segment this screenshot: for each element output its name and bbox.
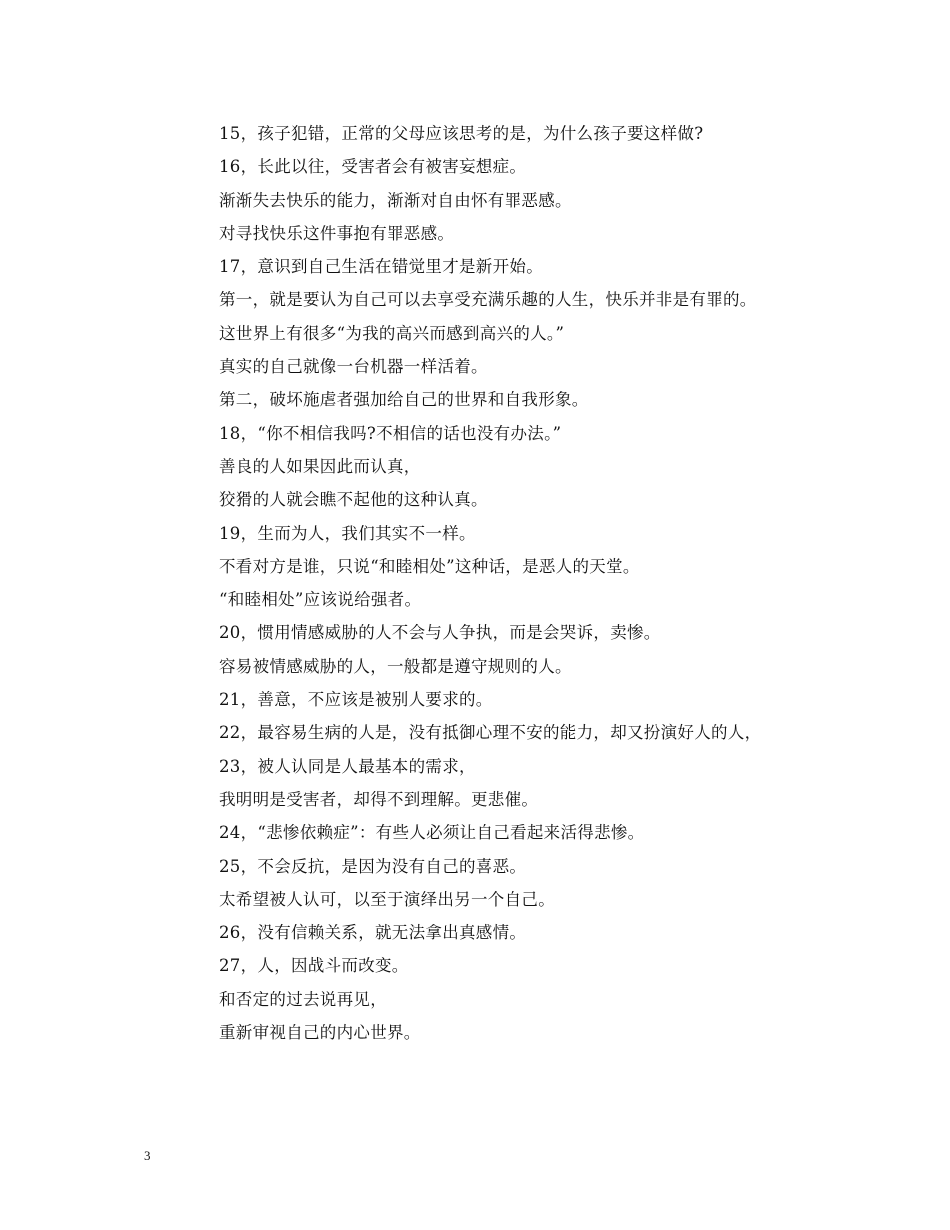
text-line: 27，人，因战斗而改变。 <box>219 956 409 976</box>
text-line: 23，被人认同是人最基本的需求， <box>219 756 476 776</box>
text-line: 这世界上有很多“为我的高兴而感到高兴的人。” <box>219 323 565 343</box>
text-line: 17，意识到自己生活在错觉里才是新开始。 <box>219 257 543 277</box>
text-line: 21，善意，不应该是被别人要求的。 <box>219 690 493 710</box>
text-line: 15，孩子犯错，正常的父母应该思考的是，为什么孩子要这样做? <box>219 124 704 143</box>
text-line: 我明明是受害者，却得不到理解。更悲催。 <box>219 789 539 809</box>
text-line: 和否定的过去说再见， <box>219 989 387 1009</box>
text-line: 20，惯用情感威胁的人不会与人争执，而是会哭诉，卖惨。 <box>219 623 661 643</box>
text-line: 渐渐失去快乐的能力，渐渐对自由怀有罪恶感。 <box>219 190 572 210</box>
text-line: 22，最容易生病的人是，没有抵御心理不安的能力，却又扮演好人的人， <box>219 723 762 743</box>
text-line: 真实的自己就像一台机器一样活着。 <box>219 357 488 377</box>
page-number: 3 <box>144 1148 151 1163</box>
text-line: 狡猾的人就会瞧不起他的这种认真。 <box>219 490 488 510</box>
text-line: 太希望被人认可，以至于演绎出另一个自己。 <box>219 889 555 909</box>
text-line: 重新审视自己的内心世界。 <box>219 1023 421 1043</box>
text-line: 对寻找快乐这件事抱有罪恶感。 <box>219 223 455 243</box>
text-line: 第一，就是要认为自己可以去享受充满乐趣的人生，快乐并非是有罪的。 <box>219 290 757 310</box>
text-line: “和睦相处”应该说给强者。 <box>219 590 422 610</box>
text-line: 26，没有信赖关系，就无法拿出真感情。 <box>219 923 527 943</box>
text-line: 第二，破坏施虐者强加给自己的世界和自我形象。 <box>219 390 589 410</box>
body-text <box>219 117 859 1049</box>
text-line: 不看对方是谁，只说“和睦相处”这种话，是恶人的天堂。 <box>219 556 640 576</box>
text-line: 18，“你不相信我吗?不相信的话也没有办法。” <box>219 423 562 443</box>
text-line: 容易被情感威胁的人，一般都是遵守规则的人。 <box>219 656 572 676</box>
text-line: 善良的人如果因此而认真， <box>219 456 421 476</box>
text-line: 16，长此以往，受害者会有被害妄想症。 <box>219 157 527 177</box>
text-line: 19，生而为人，我们其实不一样。 <box>219 523 476 543</box>
text-line: 24，“悲惨依赖症”：有些人必须让自己看起来活得悲惨。 <box>219 823 645 843</box>
text-line: 25，不会反抗，是因为没有自己的喜恶。 <box>219 856 527 876</box>
